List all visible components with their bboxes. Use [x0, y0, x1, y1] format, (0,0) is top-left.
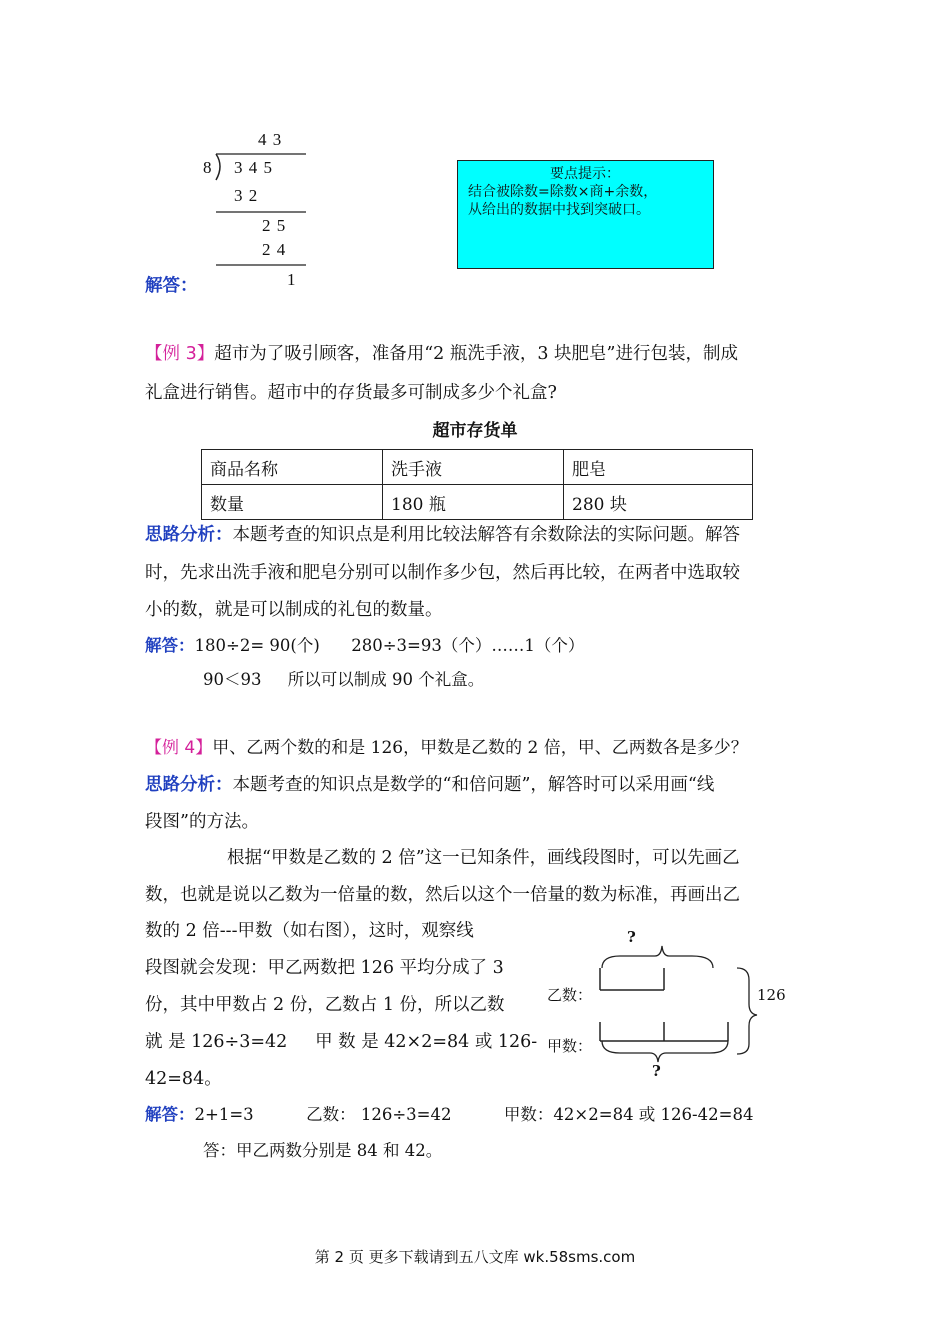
division-step3: 2 4	[262, 240, 287, 259]
example4-paragraph-line6: 就 是 126÷3=42 甲 数 是 42×2=84 或 126-	[145, 1032, 538, 1052]
table-cell: 洗手液	[383, 450, 564, 485]
line-segment-diagram	[545, 928, 785, 1083]
table-cell: 数量	[202, 485, 383, 520]
example3-analysis-line2: 时，先求出洗手液和肥皂分别可以制作多少包，然后再比较，在两者中选取较	[145, 563, 740, 583]
analysis-label: 思路分析：	[145, 525, 233, 545]
analysis-label: 思路分析：	[145, 775, 233, 795]
example3-analysis-line1: 思路分析：本题考查的知识点是利用比较法解答有余数除法的实际问题。解答	[145, 525, 740, 545]
example3-question-line1: 【例 3】超市为了吸引顾客，准备用“2 瓶洗手液，3 块肥皂”进行包装，制成	[145, 344, 738, 364]
diagram-question-top: ?	[627, 928, 636, 946]
diagram-total: 126	[757, 986, 786, 1004]
diagram-jia-label: 甲数：	[547, 1037, 593, 1055]
hint-line1: 结合被除数=除数×商+余数，	[468, 184, 658, 200]
example4-question: 【例 4】甲、乙两个数的和是 126，甲数是乙数的 2 倍，甲、乙两数各是多少？	[145, 738, 748, 758]
answer-label-1: 解答：	[145, 276, 198, 296]
example4-paragraph-line2: 数，也就是说以乙数为一倍量的数，然后以这个一倍量的数为标准，再画出乙	[145, 885, 740, 905]
example4-paragraph-line5: 份，其中甲数占 2 份，乙数占 1 份，所以乙数	[145, 995, 505, 1015]
table-cell: 商品名称	[202, 450, 383, 485]
example4-paragraph-line7: 42=84。	[145, 1069, 222, 1089]
example3-answer-line2: 90＜93 所以可以制成 90 个礼盒。	[203, 670, 485, 689]
division-dividend: 3 4 5	[234, 158, 273, 177]
table-cell: 180 瓶	[383, 485, 564, 520]
example3-answer-line1: 解答：180÷2= 90(个) 280÷3=93（个）……1（个）	[145, 636, 585, 655]
example4-paragraph-line3: 数的 2 倍---甲数（如右图），这时，观察线	[145, 921, 474, 941]
example4-analysis-line2: 段图”的方法。	[145, 812, 259, 832]
page-footer: 第 2 页 更多下载请到五八文库 wk.58sms.com	[314, 1248, 636, 1266]
table-cell: 肥皂	[564, 450, 753, 485]
diagram-lines	[545, 928, 785, 1083]
table-title: 超市存货单	[432, 421, 518, 441]
stock-table	[201, 449, 753, 520]
example3-analysis-line3: 小的数，就是可以制成的礼包的数量。	[145, 600, 443, 620]
example4-answer-line2: 答：甲乙两数分别是 84 和 42。	[203, 1141, 443, 1160]
table-cell: 280 块	[564, 485, 753, 520]
hint-title: 要点提示：	[550, 166, 620, 182]
hint-line2: 从给出的数据中找到突破口。	[468, 202, 650, 218]
diagram-question-bottom: ?	[652, 1062, 661, 1080]
diagram-yi-label: 乙数：	[547, 986, 593, 1004]
example3-question-line2: 礼盒进行销售。超市中的存货最多可制成多少个礼盒?	[145, 383, 557, 403]
example4-paragraph-line4: 段图就会发现：甲乙两数把 126 平均分成了 3	[145, 958, 504, 978]
hint-box	[457, 160, 714, 269]
example4-tag: 【例 4】	[145, 738, 213, 758]
division-divisor: 8	[203, 158, 212, 177]
table-row	[202, 485, 753, 520]
division-quotient: 4 3	[258, 130, 283, 149]
example4-answer-line1: 解答：2+1=3 乙数： 126÷3=42 甲数：42×2=84 或 126-42=84	[145, 1105, 754, 1124]
example3-tag: 【例 3】	[145, 344, 215, 364]
example4-paragraph-line1: 根据“甲数是乙数的 2 倍”这一已知条件，画线段图时，可以先画乙	[227, 848, 740, 868]
division-step2: 2 5	[262, 216, 287, 235]
table-row	[202, 450, 753, 485]
answer-label: 解答：	[145, 1105, 195, 1124]
division-step1: 3 2	[234, 186, 259, 205]
example4-analysis-line1: 思路分析：本题考查的知识点是数学的“和倍问题”，解答时可以采用画“线	[145, 775, 715, 795]
answer-label: 解答：	[145, 636, 195, 655]
division-remainder: 1	[287, 270, 296, 289]
